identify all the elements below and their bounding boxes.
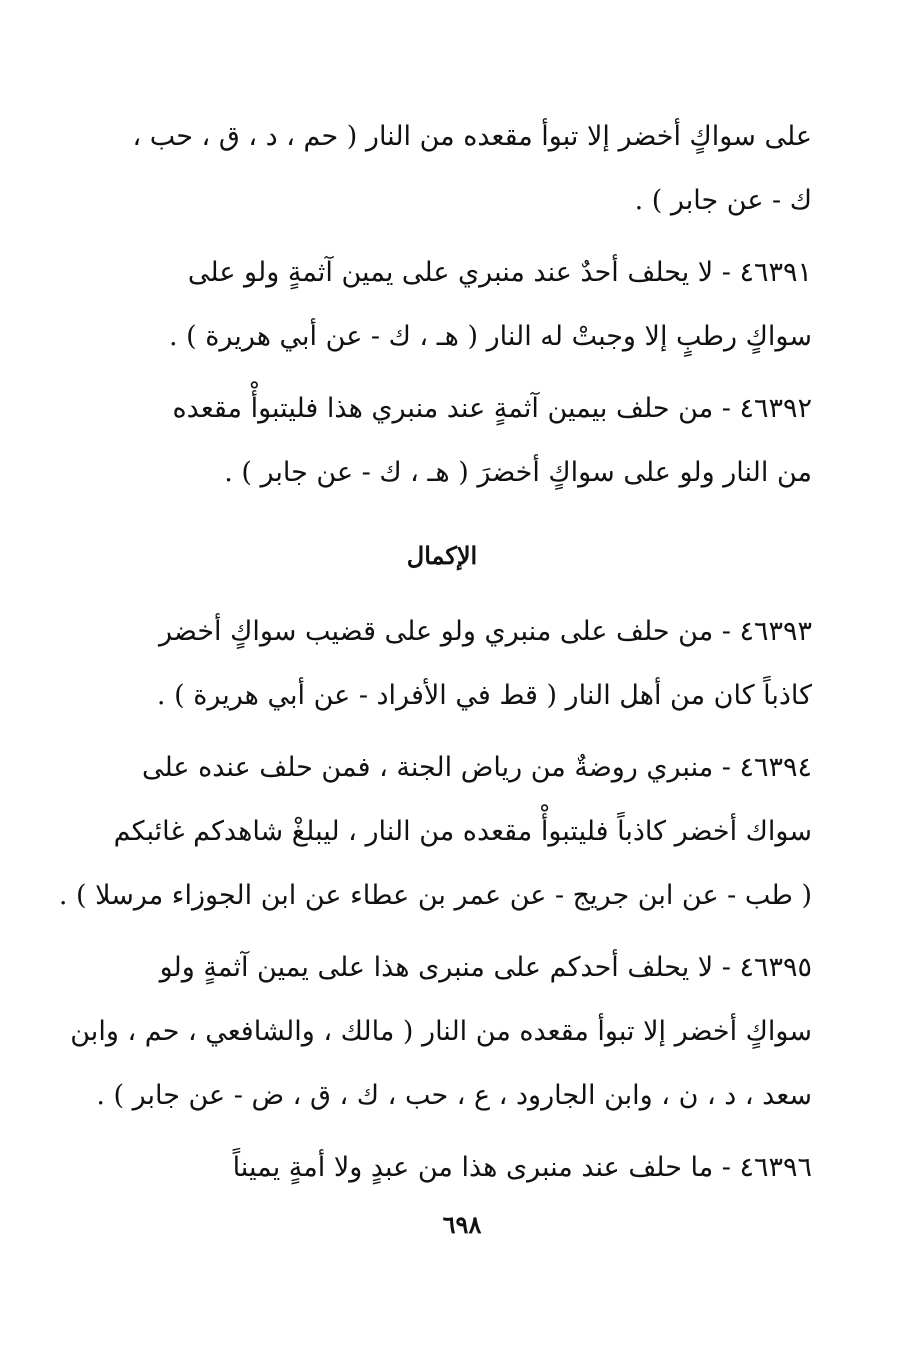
text-line: ٤٦٣٩٢ - من حلف بيمين آثمةٍ عند منبري هذا فليتبوأْ مقعده xyxy=(172,393,812,424)
text-line: ٤٦٣٩١ - لا يحلف أحدٌ عند منبري على يمين آثمةٍ ولو على xyxy=(187,257,812,288)
text-line: ٤٦٣٩٥ - لا يحلف أحدكم على منبرى هذا على يمين آثمةٍ ولو xyxy=(159,952,812,983)
text-line: ٤٦٣٩٦ - ما حلف عند منبرى هذا من عبدٍ ولا أمةٍ يميناً xyxy=(232,1152,812,1183)
text-line: سعد ، د ، ن ، وابن الجارود ، ع ، حب ، ك ، ق ، ض - عن جابر ) . xyxy=(96,1080,812,1111)
hadith-continuation xyxy=(72,105,812,233)
text-line: كاذباً كان من أهل النار ( قط في الأفراد - عن أبي هريرة ) . xyxy=(156,680,812,711)
hadith-46393 xyxy=(72,600,812,728)
hadith-46391 xyxy=(72,241,812,369)
hadith-46392 xyxy=(72,377,812,505)
text-line: ٤٦٣٩٤ - منبري روضةٌ من رياض الجنة ، فمن حلف عنده على xyxy=(141,752,812,783)
text-line: من النار ولو على سواكٍ أخضرَ ( هـ ، ك - عن جابر ) . xyxy=(224,457,812,488)
text-line: سواكٍ أخضر إلا تبوأ مقعده من النار ( مالك ، والشافعي ، حم ، وابن xyxy=(70,1016,812,1047)
text-line: ( طب - عن ابن جريج - عن عمر بن عطاء عن ابن الجوزاء مرسلا ) . xyxy=(58,880,812,911)
page-body xyxy=(58,105,812,1208)
hadith-46395 xyxy=(72,936,812,1128)
text-line: سواك أخضر كاذباً فليتبوأْ مقعده من النار ، ليبلغْ شاهدكم غائبكم xyxy=(113,816,812,847)
text-line: سواكٍ رطبٍ إلا وجبتْ له النار ( هـ ، ك - عن أبي هريرة ) . xyxy=(168,321,812,352)
text-line: على سواكٍ أخضر إلا تبوأ مقعده من النار ( حم ، د ، ق ، حب ، xyxy=(132,121,812,152)
page-number: ٦٩٨ xyxy=(442,1210,482,1239)
text-line: ك - عن جابر ) . xyxy=(634,185,812,216)
hadith-46396 xyxy=(72,1136,812,1200)
text-line: ٤٦٣٩٣ - من حلف على منبري ولو على قضيب سواكٍ أخضر xyxy=(159,616,812,647)
hadith-46394 xyxy=(58,736,812,928)
section-heading: الإكمال xyxy=(406,541,478,570)
